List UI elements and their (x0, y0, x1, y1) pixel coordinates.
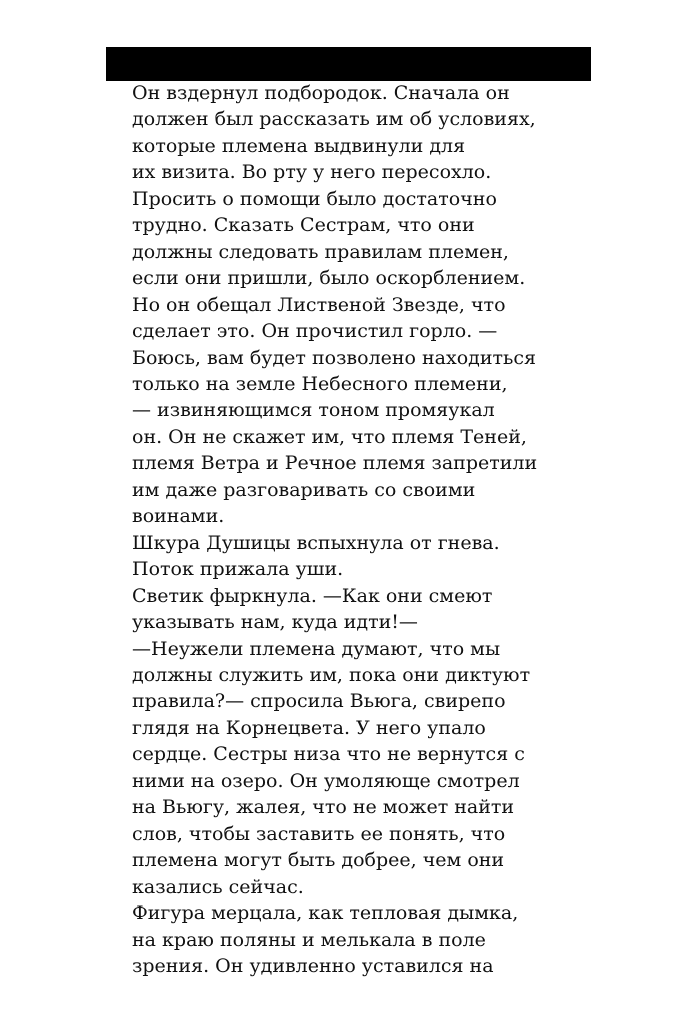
text-line: зрения. Он удивленно уставился на (132, 954, 494, 977)
text-line: слов, чтобы заставить ее понять, что (132, 822, 506, 845)
text-line: сердце. Сестры низа что не вернутся с (132, 743, 525, 766)
text-line: Но он обещал Лиственой Звезде, что (132, 293, 506, 316)
text-line: ними на озеро. Он умоляюще смотрел (132, 769, 520, 792)
text-line: племя Ветра и Речное племя запретили (132, 452, 538, 475)
text-line: указывать нам, куда идти!— (132, 611, 418, 634)
text-line: Он вздернул подбородок. Сначала он (132, 82, 510, 104)
text-line: — извиняющимся тоном промяукал (132, 399, 495, 422)
text-line: глядя на Корнецвета. У него упало (132, 716, 486, 739)
text-line: трудно. Сказать Сестрам, что они (132, 214, 475, 237)
text-line: Шкура Душицы вспыхнула от гнева. (132, 531, 500, 554)
text-line: Просить о помощи было достаточно (132, 187, 497, 210)
redaction-bar (106, 47, 591, 81)
text-line: на краю поляны и мелькала в поле (132, 928, 486, 951)
text-body (132, 80, 592, 979)
text-line: племена могут быть добрее, чем они (132, 849, 505, 872)
text-line: Фигура мерцала, как тепловая дымка, (132, 902, 519, 925)
text-line: правила?— спросила Вьюга, свирепо (132, 690, 506, 713)
text-line: им даже разговаривать со своими (132, 478, 476, 501)
text-line: он. Он не скажет им, что племя Теней, (132, 425, 527, 448)
text-line: сделает это. Он прочистил горло. — (132, 320, 498, 343)
text-line: должен был рассказать им об условиях, (132, 108, 536, 131)
text-line: казались сейчас. (132, 875, 304, 898)
text-line: Поток прижала уши. (132, 558, 344, 581)
text-line: которые племена выдвинули для (132, 134, 466, 157)
text-line: —Неужели племена думают, что мы (132, 637, 501, 660)
text-line: Боюсь, вам будет позволено находиться (132, 346, 537, 369)
text-line: должны служить им, пока они диктуют (132, 663, 531, 686)
text-line: Светик фыркнула. —Как они смеют (132, 584, 493, 607)
text-line: должны следовать правилам племен, (132, 240, 509, 263)
text-line: только на земле Небесного племени, (132, 372, 508, 395)
text-line: воинами. (132, 505, 225, 528)
text-line: на Вьюгу, жалея, что не может найти (132, 796, 515, 819)
text-line: их визита. Во рту у него пересохло. (132, 161, 492, 184)
text-line: если они пришли, было оскорблением. (132, 267, 526, 290)
